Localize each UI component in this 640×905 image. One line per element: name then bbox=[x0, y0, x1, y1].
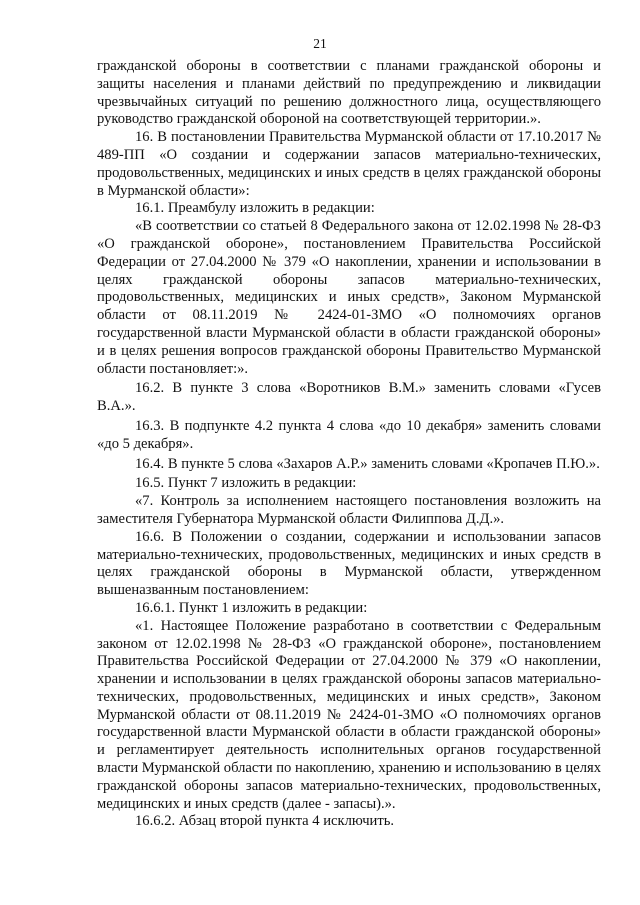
document-body bbox=[97, 58, 601, 831]
paragraph-item-16-3: 16.3. В подпункте 4.2 пункта 4 слова «до 10 декабря» заменить словами «до 5 декабря». bbox=[97, 417, 601, 452]
paragraph-item-16-4: 16.4. В пункте 5 слова «Захаров А.Р.» заменить словами «Кропачев П.Ю.». bbox=[135, 455, 600, 472]
paragraph-item-16-6-2: 16.6.2. Абзац второй пункта 4 исключить. bbox=[135, 813, 395, 830]
paragraph-preamble-text: «В соответствии со статьей 8 Федерального закона от 12.02.1998 № 28-ФЗ «О гражданской обороне», постановлением Правительства Российской Федерации от 27.04.2000 № 379 «О накоплении, хранении и использовании в целях гражданской обороны запасов материально-технических, продовольственных, медицинских и иных средств», Законом Мурманской области от 08.11.2019 № 2424-01-ЗМО «О полномочиях органов государственной власти Мурманской области в области гражданской обороны» и в целях решения вопросов гражданской обороны Правительство Мурманской области постановляет:». bbox=[97, 218, 601, 377]
paragraph-item-16-6: 16.6. В Положении о создании, содержании и использовании запасов материально-технических, продовольственных, медицинских и иных средств в целях гражданской обороны в Мурманской области, утвержденном вышеназванным постановлением: bbox=[97, 528, 601, 599]
paragraph-item-7-text: «7. Контроль за исполнением настоящего постановления возложить на заместителя Губернатора Мурманской области Филиппова Д.Д.». bbox=[97, 493, 601, 527]
paragraph-item-16-2: 16.2. В пункте 3 слова «Воротников В.М.» заменить словами «Гусев В.А.». bbox=[97, 380, 601, 415]
paragraph-item-16: 16. В постановлении Правительства Мурманской области от 17.10.2017 № 489-ПП «О создании и содержании запасов материально-технических, продовольственных, медицинских и иных средств в целях гражданской обороны в Мурманской области»: bbox=[97, 129, 601, 199]
paragraph-continuation: гражданской обороны в соответствии с планами гражданской обороны и защиты населения и планами действий по предупреждению и ликвидации чрезвычайных ситуаций по решению должностного лица, осуществляющего руководство гражданской обороной на соответствующей территории.». bbox=[97, 58, 601, 128]
paragraph-item-16-1: 16.1. Преамбулу изложить в редакции: bbox=[135, 200, 375, 217]
page-number: 21 bbox=[313, 36, 327, 51]
paragraph-item-1-text: «1. Настоящее Положение разработано в соответствии с Федеральным законом от 12.02.1998 № 28-ФЗ «О гражданской обороне», постановлением Правительства Российской Федерации от 27.04.2000 № 379 «О накоплении, хранении и использовании в целях гражданской обороны запасов материально-технических, продовольственных, медицинских и иных средств», Законом Мурманской области от 08.11.2019 № 2424-01-ЗМО «О полномочиях органов государственной власти Мурманской области в области гражданской обороны» и регламентирует деятельность исполнительных органов государственной власти Мурманской области по накоплению, хранению и использованию в целях гражданской обороны запасов материально-технических, продовольственных, медицинских и иных средств (далее - запасы).». bbox=[97, 617, 601, 812]
paragraph-item-16-5: 16.5. Пункт 7 изложить в редакции: bbox=[135, 475, 357, 492]
paragraph-item-16-6-1: 16.6.1. Пункт 1 изложить в редакции: bbox=[135, 599, 368, 616]
